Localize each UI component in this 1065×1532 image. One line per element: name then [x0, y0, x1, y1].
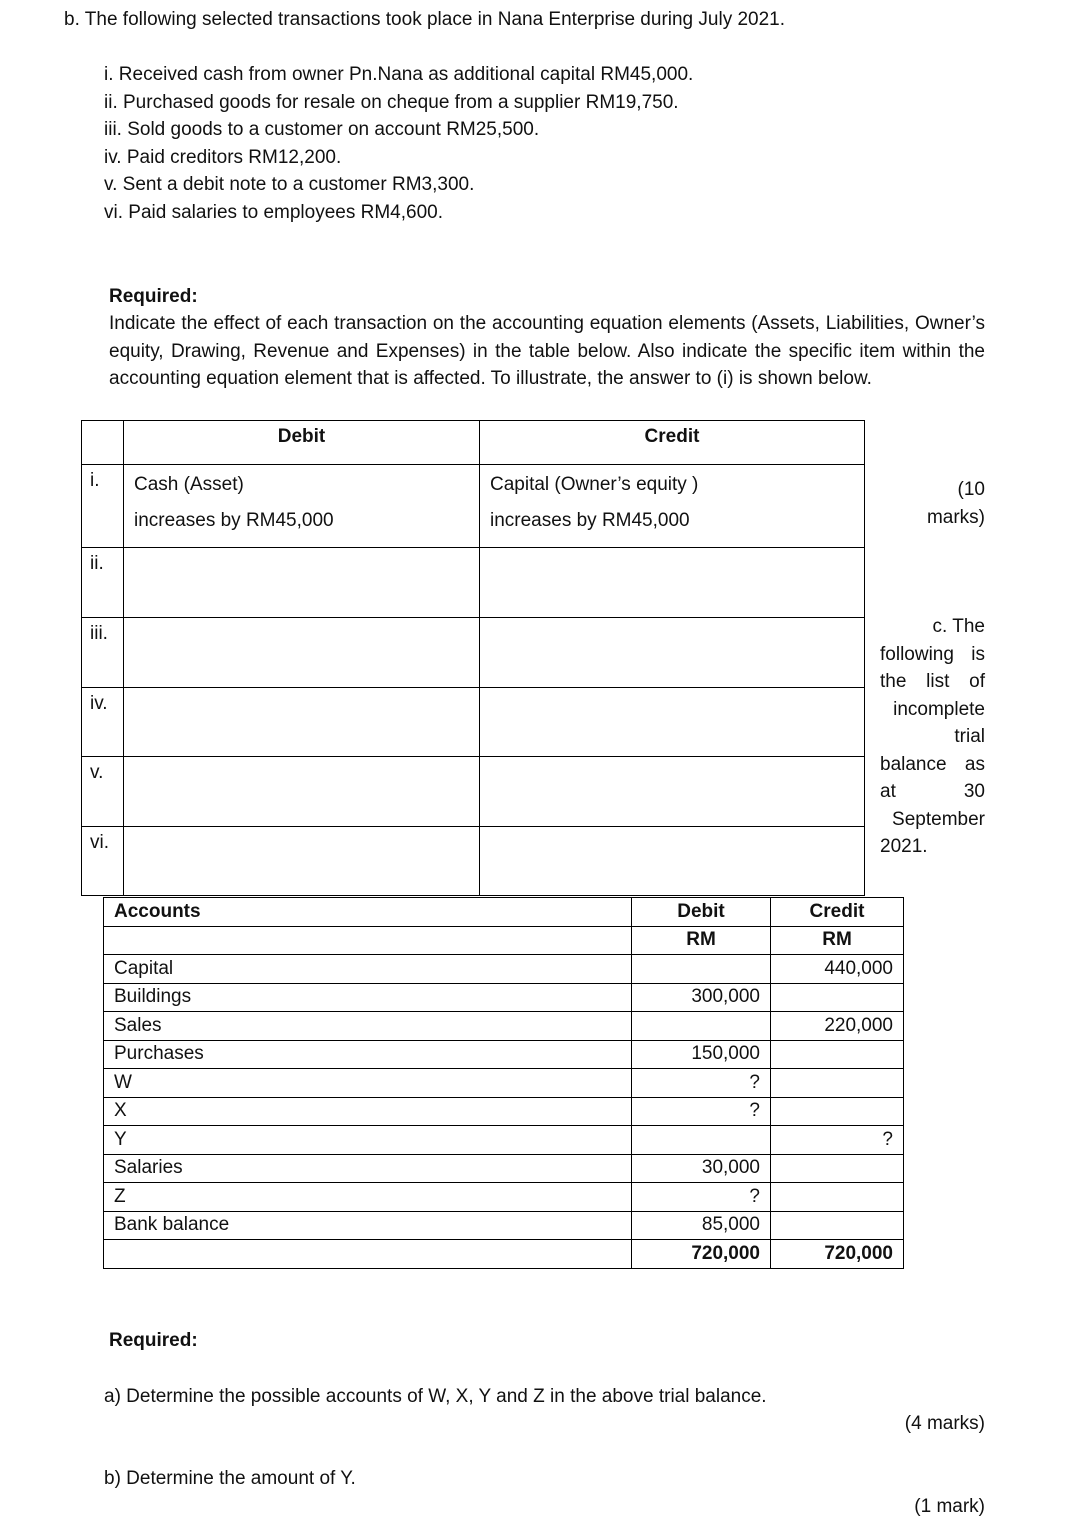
credit-answer-cell: [480, 548, 865, 618]
section-c-line: incomplete: [893, 698, 985, 720]
section-c-line: September: [892, 808, 985, 830]
table-row: [82, 757, 865, 827]
section-c-line: c. The: [932, 616, 985, 637]
unit-blank-cell: [104, 926, 632, 955]
header-credit: Credit: [771, 898, 904, 927]
debit-answer-cell: [124, 827, 480, 896]
credit-amount: [771, 1040, 904, 1069]
table-row: [104, 1154, 904, 1183]
table-row: [104, 1069, 904, 1098]
row-number: ii.: [82, 548, 124, 618]
account-name: Capital: [104, 955, 632, 984]
credit-item: Capital (Owner’s equity ): [490, 474, 699, 495]
credit-amount: [771, 1097, 904, 1126]
debit-answer-cell: [124, 688, 480, 757]
table-row: [82, 618, 865, 688]
transaction-item: iii. Sold goods to a customer on account RM25,500.: [104, 119, 540, 140]
section-c-line: balance as: [880, 753, 985, 775]
table-row: [82, 827, 865, 896]
section-c-line: at 30: [880, 781, 985, 802]
marks-question-a: (4 marks): [904, 1413, 985, 1434]
credit-effect: increases by RM45,000: [490, 510, 690, 531]
trial-balance-unit-row: [104, 926, 904, 955]
debit-answer-cell: [124, 548, 480, 618]
debit-amount: ?: [632, 1069, 771, 1098]
credit-unit: RM: [771, 926, 904, 955]
debit-amount: 300,000: [632, 983, 771, 1012]
row-number: v.: [82, 757, 124, 827]
credit-amount: [771, 1154, 904, 1183]
account-name: Purchases: [104, 1040, 632, 1069]
debit-amount: 150,000: [632, 1040, 771, 1069]
debit-amount: ?: [632, 1183, 771, 1212]
row-number: i.: [82, 465, 124, 548]
totals-blank-cell: [104, 1240, 632, 1269]
header-accounts: Accounts: [104, 898, 632, 927]
debit-amount: [632, 1126, 771, 1155]
header-debit: Debit: [124, 421, 480, 465]
debit-answer-cell: [124, 757, 480, 827]
transaction-item: iv. Paid creditors RM12,200.: [104, 146, 342, 168]
section-c-intro: [880, 613, 985, 861]
credit-amount: ?: [771, 1126, 904, 1155]
table-header-row: [82, 421, 865, 465]
account-name: Z: [104, 1183, 632, 1212]
trial-balance-header: [104, 898, 904, 927]
credit-answer-cell: [480, 688, 865, 757]
question-a: a) Determine the possible accounts of W, X, Y and Z in the above trial balance.: [104, 1386, 767, 1407]
marks-line: (10: [957, 479, 985, 500]
account-name: Buildings: [104, 983, 632, 1012]
account-name: Salaries: [104, 1154, 632, 1183]
table-row: [104, 1211, 904, 1240]
credit-amount: [771, 1211, 904, 1240]
table-row: [104, 1012, 904, 1041]
account-name: W: [104, 1069, 632, 1098]
account-name: Sales: [104, 1012, 632, 1041]
transaction-item: i. Received cash from owner Pn.Nana as additional capital RM45,000.: [104, 64, 694, 85]
credit-amount: [771, 983, 904, 1012]
required-heading: Required:: [109, 286, 198, 307]
table-row: [82, 688, 865, 757]
header-debit: Debit: [632, 898, 771, 927]
account-name: X: [104, 1097, 632, 1126]
required-instructions: Indicate the effect of each transaction on the accounting equation elements (Assets, Liabilities, Owner’s equity, Drawing, Revenue and Expenses) in the table below. Also indicate the specific item within the accounting equation element that is affected. To illustrate, the answer to (i) is shown below.: [109, 313, 985, 390]
table-row: [104, 1183, 904, 1212]
section-c-line: trial: [954, 726, 985, 747]
debit-answer-cell: [124, 618, 480, 688]
debit-amount: ?: [632, 1097, 771, 1126]
trial-balance-table: [103, 897, 904, 1269]
row-number: iv.: [82, 688, 124, 757]
section-c-line: the list of: [880, 671, 985, 692]
row-number: vi.: [82, 827, 124, 896]
table-row: [104, 1040, 904, 1069]
debit-amount: 30,000: [632, 1154, 771, 1183]
account-name: Y: [104, 1126, 632, 1155]
transaction-list: [104, 61, 693, 226]
marks-line: marks): [926, 507, 985, 528]
credit-amount: 440,000: [771, 955, 904, 984]
table-row: [104, 955, 904, 984]
debit-total: 720,000: [632, 1240, 771, 1269]
debit-effect: increases by RM45,000: [134, 510, 334, 531]
row-number: iii.: [82, 618, 124, 688]
marks-section-b: [880, 476, 985, 532]
debit-cell: [124, 465, 480, 548]
debit-amount: 85,000: [632, 1211, 771, 1240]
credit-amount: [771, 1183, 904, 1212]
transaction-item: vi. Paid salaries to employees RM4,600.: [104, 201, 443, 223]
table-row: [82, 465, 865, 548]
table-row: [104, 1097, 904, 1126]
section-b-intro: b. The following selected transactions took place in Nana Enterprise during July 2021.: [64, 9, 786, 30]
required-heading-c: Required:: [109, 1330, 198, 1351]
credit-amount: 220,000: [771, 1012, 904, 1041]
accounting-equation-table: [81, 420, 865, 896]
credit-answer-cell: [480, 827, 865, 896]
marks-question-b: (1 mark): [914, 1496, 985, 1517]
debit-amount: [632, 1012, 771, 1041]
credit-answer-cell: [480, 757, 865, 827]
table-row: [104, 1126, 904, 1155]
debit-item: Cash (Asset): [134, 474, 244, 495]
debit-amount: [632, 955, 771, 984]
credit-total: 720,000: [771, 1240, 904, 1269]
table-row: [104, 983, 904, 1012]
credit-amount: [771, 1069, 904, 1098]
debit-unit: RM: [632, 926, 771, 955]
header-credit: Credit: [480, 421, 865, 465]
table-row: [82, 548, 865, 618]
credit-cell: [480, 465, 865, 548]
totals-row: [104, 1240, 904, 1269]
transaction-item: v. Sent a debit note to a customer RM3,300.: [104, 174, 475, 195]
section-c-line: following is: [880, 643, 985, 665]
header-blank-cell: [82, 421, 124, 465]
transaction-item: ii. Purchased goods for resale on cheque from a supplier RM19,750.: [104, 91, 679, 113]
account-name: Bank balance: [104, 1211, 632, 1240]
credit-answer-cell: [480, 618, 865, 688]
section-c-line: 2021.: [880, 836, 928, 857]
question-b: b) Determine the amount of Y.: [104, 1468, 356, 1489]
